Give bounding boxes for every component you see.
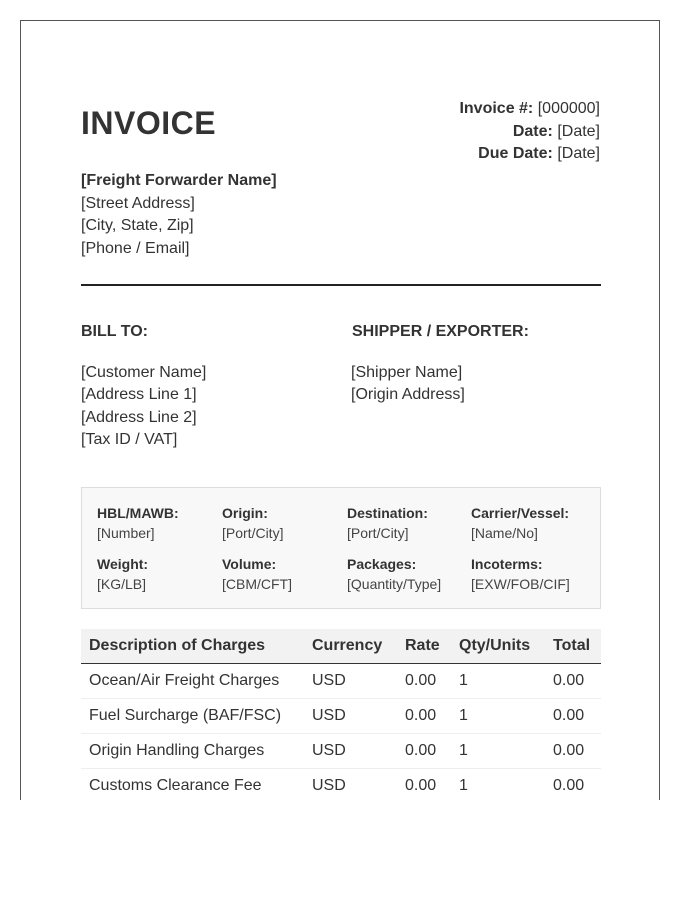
sender-block <box>81 170 277 260</box>
table-header-row <box>81 629 601 664</box>
cell-currency: USD <box>304 734 397 769</box>
shipment-field-volume <box>222 556 292 592</box>
shipment-field-label: Incoterms: <box>471 556 543 572</box>
bill-to-label: BILL TO: <box>81 323 148 340</box>
shipper-address <box>351 362 465 407</box>
cell-qty: 1 <box>451 699 545 734</box>
cell-description: Fuel Surcharge (BAF/FSC) <box>81 699 304 734</box>
shipment-field-origin <box>222 505 283 541</box>
bill-to-line: [Tax ID / VAT] <box>81 430 178 448</box>
cell-qty: 1 <box>451 664 545 699</box>
cell-description: Origin Handling Charges <box>81 734 304 769</box>
shipment-field-label: Origin: <box>222 505 268 521</box>
shipment-field-label: Weight: <box>97 556 149 572</box>
bill-to-line: [Customer Name] <box>81 364 207 381</box>
shipment-field-value: [CBM/CFT] <box>222 576 292 592</box>
shipment-field-carrier <box>471 505 569 541</box>
shipper-label: SHIPPER / EXPORTER: <box>352 323 529 340</box>
charges-table <box>81 629 601 800</box>
bill-to-line: [Address Line 2] <box>81 408 197 426</box>
cell-rate: 0.00 <box>397 664 451 699</box>
table-row <box>81 699 601 734</box>
shipment-field-packages <box>347 556 441 592</box>
invoice-date-value: [Date] <box>557 122 600 140</box>
shipment-field-incoterms <box>471 556 570 592</box>
cell-qty: 1 <box>451 734 545 769</box>
table-row <box>81 734 601 769</box>
column-header-description: Description of Charges <box>81 629 304 664</box>
cell-rate: 0.00 <box>397 769 451 801</box>
table-row <box>81 664 601 699</box>
shipment-field-value: [Number] <box>97 525 155 541</box>
sender-street: [Street Address] <box>81 194 195 212</box>
bill-to-address <box>81 362 206 451</box>
shipment-field-hbl <box>97 505 179 541</box>
invoice-meta <box>459 98 600 166</box>
invoice-number-value: [000000] <box>537 100 600 117</box>
invoice-due-label: Due Date: <box>478 145 553 162</box>
column-header-total: Total <box>545 629 601 664</box>
cell-rate: 0.00 <box>397 734 451 769</box>
shipment-field-value: [Port/City] <box>347 525 409 541</box>
column-header-rate: Rate <box>397 629 451 664</box>
column-header-qty: Qty/Units <box>451 629 545 664</box>
cell-description: Ocean/Air Freight Charges <box>81 664 304 699</box>
cell-total: 0.00 <box>545 769 601 801</box>
shipper-line: [Origin Address] <box>351 386 465 404</box>
shipment-field-label: Volume: <box>222 556 277 572</box>
shipment-field-value: [Name/No] <box>471 525 538 541</box>
shipment-field-label: Carrier/Vessel: <box>471 505 570 521</box>
cell-total: 0.00 <box>545 664 601 699</box>
cell-currency: USD <box>304 699 397 734</box>
column-header-currency: Currency <box>304 629 397 664</box>
shipment-field-value: [Port/City] <box>222 525 284 541</box>
shipment-field-value: [Quantity/Type] <box>347 576 442 592</box>
invoice-date-row <box>459 121 600 144</box>
invoice-due-value: [Date] <box>557 145 600 162</box>
cell-total: 0.00 <box>545 699 601 734</box>
cell-qty: 1 <box>451 769 545 801</box>
invoice-title: INVOICE <box>81 105 217 141</box>
invoice-page <box>20 20 660 800</box>
cell-currency: USD <box>304 769 397 801</box>
shipment-field-destination <box>347 505 428 541</box>
invoice-number-row <box>459 98 600 121</box>
cell-rate: 0.00 <box>397 699 451 734</box>
header-divider <box>81 284 601 286</box>
sender-name: [Freight Forwarder Name] <box>81 172 277 189</box>
cell-currency: USD <box>304 664 397 699</box>
shipper-line: [Shipper Name] <box>351 364 463 381</box>
sender-contact: [Phone / Email] <box>81 239 190 257</box>
cell-total: 0.00 <box>545 734 601 769</box>
table-row <box>81 769 601 801</box>
shipment-field-label: Destination: <box>347 505 428 521</box>
cell-description: Customs Clearance Fee <box>81 769 304 801</box>
invoice-due-row <box>459 143 600 166</box>
bill-to-line: [Address Line 1] <box>81 386 197 404</box>
shipment-details-box <box>81 487 601 609</box>
sender-city: [City, State, Zip] <box>81 217 194 234</box>
shipment-field-label: Packages: <box>347 556 417 572</box>
shipment-field-value: [KG/LB] <box>97 576 147 592</box>
shipment-field-value: [EXW/FOB/CIF] <box>471 576 570 592</box>
invoice-number-label: Invoice #: <box>459 100 534 117</box>
shipment-field-label: HBL/MAWB: <box>97 505 179 521</box>
shipment-field-weight <box>97 556 148 592</box>
invoice-date-label: Date: <box>512 122 553 140</box>
